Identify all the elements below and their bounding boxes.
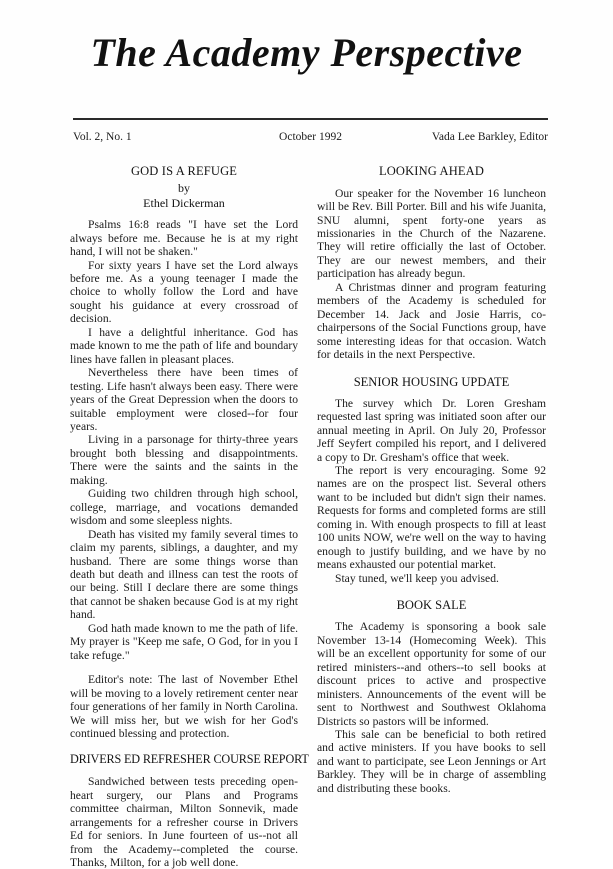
paragraph: Nevertheless there have been times of testing. Life hasn't always been easy. There were years of the Great Depression when the doors to suitable employment were closed--for four years.	[70, 366, 298, 434]
section-headline-looking-ahead: LOOKING AHEAD	[378, 164, 485, 178]
paragraph: Psalms 16:8 reads "I have set the Lord always before me. Because he is at my right hand, I will not be shaken."	[70, 218, 298, 259]
issue-editor: Vada Lee Barkley, Editor	[431, 131, 548, 143]
issue-date: October 1992	[279, 131, 342, 143]
paragraph: Stay tuned, we'll keep you advised.	[335, 571, 499, 585]
section-headline-drivers-ed: DRIVERS ED REFRESHER COURSE REPORT	[70, 752, 309, 767]
right-column	[317, 164, 546, 795]
article-book-sale	[317, 597, 546, 795]
paragraph: I have a delightful inheritance. God has made known to me the path of life and boundary lines have fallen in pleasant places.	[70, 325, 298, 366]
paragraph: The report is very encouraging. Some 92 names are on the prospect list. Several others want to be included but didn't sign their names. Requests for forms and completed forms are still coming in. With enough prospects to fill at least 100 units NOW, we're well on the way to having enough to justify building, and we have by no means exhausted our potential market.	[317, 464, 546, 572]
paragraph: Living in a parsonage for thirty-three years brought both blessing and disappointments. There were the saints and the saints in the making.	[70, 433, 298, 487]
paragraph: Death has visited my family several times to claim my parents, siblings, a daughter, and my husband. There are some things worse than death but death and illness can test the roots of our being. Still I declare there are some things that cannot be shaken because God is at my right hand.	[70, 527, 298, 622]
masthead-divider	[73, 118, 548, 120]
article-god-is-a-refuge	[70, 164, 298, 740]
editors-note: Editor's note: The last of November Ethel will be moving to a lovely retirement center near four generations of her family in North Carolina. We will miss her, but we wish for her God's continued blessing and protection.	[70, 673, 298, 740]
article-author: Ethel Dickerman	[143, 195, 225, 210]
section-headline-senior-housing: SENIOR HOUSING UPDATE	[353, 374, 510, 389]
publication-title: The Academy Perspective	[90, 30, 523, 75]
paragraph: Our speaker for the November 16 luncheon will be Rev. Bill Porter. Bill and his wife Juanita, SNU alumni, spent forty-one years as missionaries in the Church of the Nazarene. They will retire officially the last of October. They are our newest members, and their participation has already begun.	[317, 186, 546, 281]
article-drivers-ed-report	[70, 752, 309, 869]
article-senior-housing-update	[317, 374, 546, 586]
paragraph: A Christmas dinner and program featuring members of the Academy is scheduled for December 14. Jack and Josie Harris, co-chairpersons of the Social Functions group, have some interesting ideas for that occasion. Watch for details in the next Perspective.	[317, 280, 546, 362]
issue-volume: Vol. 2, No. 1	[73, 131, 132, 143]
byline-by-label: by	[178, 180, 190, 195]
paragraph: This sale can be beneficial to both retired and active ministers. If you have books to sell and want to participate, see Leon Jennings or Art Barkley. They will be in charge of assembling and distributing these books.	[317, 727, 546, 795]
left-column	[70, 164, 309, 869]
paragraph: The survey which Dr. Loren Gresham requested last spring was initiated soon after our annual meeting in April. On July 20, Professor Jeff Seyfert compiled his report, and I delivered a copy to Dr. Gresham's office that week.	[317, 396, 546, 464]
section-headline-book-sale: BOOK SALE	[396, 598, 467, 613]
paragraph: God hath made known to me the path of life. My prayer is "Keep me safe, O God, for in you I take refuge."	[70, 621, 298, 662]
issue-line	[73, 131, 548, 147]
paragraph: The Academy is sponsoring a book sale November 13-14 (Homecoming Week). This will be an excellent opportunity for some of our retired ministers--and others--to sell books at discount prices to active and prospective ministers. Announcements of the event will be sent to Northwest and Southwest Oklahoma Districts so pastors will be informed.	[317, 620, 546, 728]
article-headline: GOD IS A REFUGE	[130, 164, 238, 178]
article-looking-ahead	[317, 164, 546, 362]
paragraph: For sixty years I have set the Lord always before me. As a young teenager I made the choice to wholly follow the Lord and have sought his guidance at every crossroad of decision.	[70, 258, 298, 326]
masthead	[0, 30, 613, 75]
paragraph: Guiding two children through high school, college, marriage, and vocations demanded wisdom and some sleepless nights.	[70, 487, 298, 528]
paragraph: Sandwiched between tests preceding open-heart surgery, our Plans and Programs committee chairman, Milton Sonnevik, made arrangements for a refresher course in Drivers Ed for seniors. In June fourteen of us--not all from the Academy--completed the course. Thanks, Milton, for a job well done.	[70, 775, 298, 869]
